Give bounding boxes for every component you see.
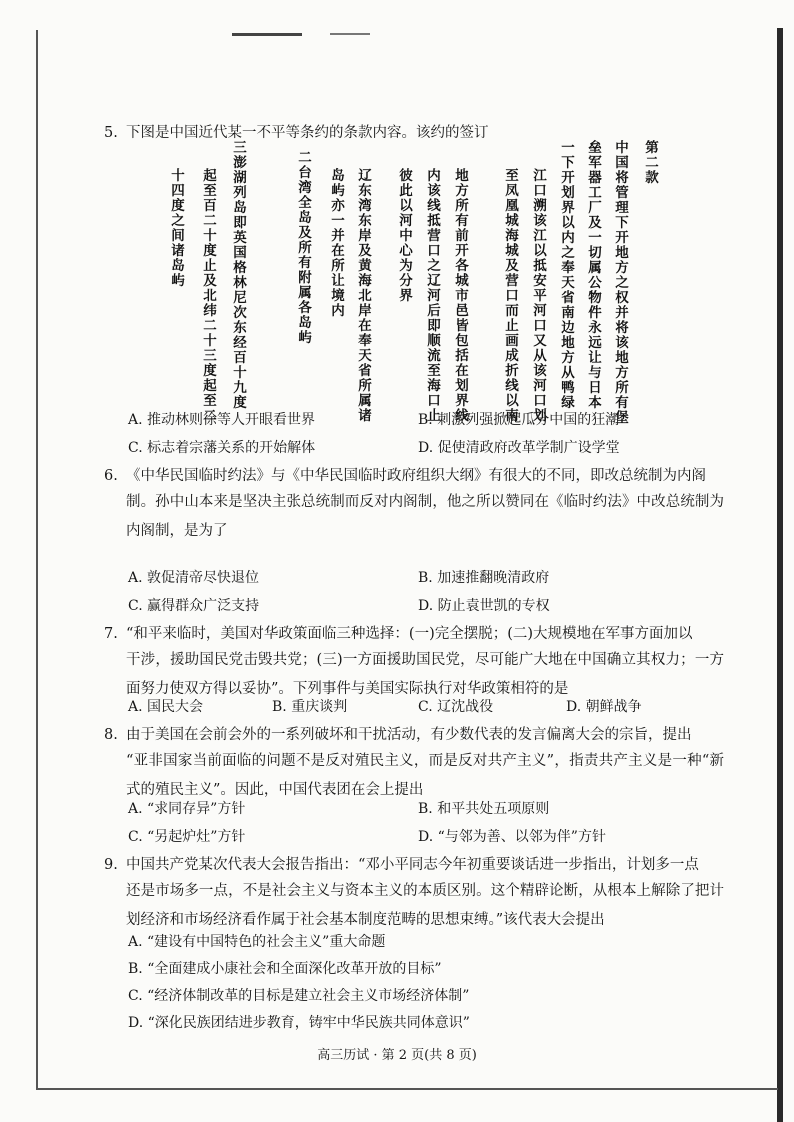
- option-b[interactable]: B. 和平共处五项原则: [418, 801, 550, 817]
- question-7-stem-cont: 干涉，援助国民党击毁共党；(三)一方面援助国民党，尽可能广大地在中国确立其权力；一方面努力使双方得以妥协”。下列事件与美国实际执行对华政策相符的是: [126, 652, 724, 697]
- question-number: 9.: [104, 857, 118, 873]
- option-c[interactable]: C. 辽沈战役: [418, 699, 494, 715]
- option-a[interactable]: A. 敦促清帝尽快退位: [128, 570, 260, 586]
- question-8-stem: [104, 726, 692, 744]
- option-b[interactable]: B. 刺激列强掀起瓜分中国的狂潮: [418, 412, 620, 428]
- question-8-stem-cont: “亚非国家当前面临的问题不是反对殖民主义，而是反对共产主义”，指责共产主义是一种“新式的殖民主义”。因此，中国代表团在会上提出: [126, 753, 724, 798]
- option-b[interactable]: B. 重庆谈判: [272, 699, 348, 715]
- question-text: 由于美国在会前会外的一系列破坏和干扰活动，有少数代表的发言偏离大会的宗旨，提出: [126, 727, 692, 743]
- option-b[interactable]: B. “全面建成小康社会和全面深化改革开放的目标”: [128, 961, 442, 977]
- treaty-column: 江口溯该江以抵安平河口又从该河口划: [530, 168, 546, 423]
- option-c[interactable]: C. “经济体制改革的目标是建立社会主义市场经济体制”: [128, 988, 470, 1004]
- option-c[interactable]: C. 标志着宗藩关系的开始解体: [128, 440, 316, 456]
- question-6-stem: [104, 467, 706, 485]
- option-a[interactable]: A. “建设有中国特色的社会主义”重大命题: [128, 934, 386, 950]
- option-d[interactable]: D. “深化民族团结进步教育，铸牢中华民族共同体意识”: [128, 1015, 470, 1031]
- question-number: 8.: [104, 727, 118, 743]
- treaty-column: 彼此以河中心为分界: [396, 168, 412, 303]
- scan-edge-left: [36, 30, 38, 1088]
- question-7-stem: [104, 625, 693, 643]
- option-c[interactable]: C. 赢得群众广泛支持: [128, 598, 260, 614]
- treaty-column: 岛屿亦一并在所让境内: [328, 168, 344, 318]
- question-text: 下图是中国近代某一不平等条约的条款内容。该约的签订: [126, 125, 489, 141]
- treaty-column: 至凤凰城海城及营口而止画成折线以南: [502, 168, 518, 423]
- treaty-column: 三澎湖列岛即英国格林尼次东经百十九度: [230, 140, 246, 410]
- option-d[interactable]: D. “与邻为善、以邻为伴”方针: [418, 829, 606, 845]
- option-c[interactable]: C. “另起炉灶”方针: [128, 829, 246, 845]
- treaty-column: 中国将管理下开地方之权并将该地方所有堡: [612, 140, 628, 425]
- question-9-stem-cont: 还是市场多一点，不是社会主义与资本主义的本质区别。这个精辟论断，从根本上解除了把计划经济和市场经济看作属于社会基本制度范畴的思想束缚。”该代表大会提出: [126, 883, 724, 928]
- treaty-column: 地方所有前开各城市邑皆包括在划界线: [452, 168, 468, 423]
- scan-edge-right: [777, 28, 783, 1122]
- option-d[interactable]: D. 防止袁世凯的专权: [418, 598, 550, 614]
- scan-edge-top-mark: [330, 33, 370, 35]
- question-number: 5.: [104, 125, 118, 141]
- treaty-column: 第二款: [642, 140, 658, 185]
- treaty-column: 起至百二十度止及北纬二十三度起至二: [200, 168, 216, 423]
- scan-edge-top: [232, 33, 302, 36]
- question-number: 6.: [104, 468, 118, 484]
- option-d[interactable]: D. 促使清政府改革学制广设学堂: [418, 440, 620, 456]
- question-9-stem: [104, 856, 699, 874]
- treaty-column: 二台湾全岛及所有附属各岛屿: [295, 150, 311, 345]
- treaty-column: 十四度之间诸岛屿: [168, 168, 184, 288]
- question-text: 《中华民国临时约法》与《中华民国临时政府组织大纲》有很大的不同，即改总统制为内阁: [126, 468, 706, 484]
- question-text: “和平来临时，美国对华政策面临三种选择：(一)完全摆脱；(二)大规模地在军事方面加以: [126, 626, 693, 642]
- question-text: 中国共产党某次代表大会报告指出：“邓小平同志今年初重要谈话进一步指出，计划多一点: [126, 857, 699, 873]
- question-6-stem-cont: 制。孙中山本来是坚决主张总统制而反对内阁制，他之所以赞同在《临时约法》中改总统制为内阁制，是为了: [126, 494, 724, 539]
- treaty-column: 垒军器工厂及一切属公物件永远让与日本: [585, 140, 601, 410]
- question-number: 7.: [104, 626, 118, 642]
- treaty-column: 辽东湾东岸及黄海北岸在奉天省所属诸: [355, 168, 371, 423]
- option-a[interactable]: A. 推动林则徐等人开眼看世界: [128, 412, 316, 428]
- option-b[interactable]: B. 加速推翻晚清政府: [418, 570, 550, 586]
- scan-edge-bottom: [36, 1088, 778, 1090]
- option-a[interactable]: A. “求同存异”方针: [128, 801, 246, 817]
- treaty-column: 内该线抵营口之辽河后即顺流至海口止: [424, 168, 440, 423]
- option-a[interactable]: A. 国民大会: [128, 699, 204, 715]
- option-d[interactable]: D. 朝鲜战争: [566, 699, 642, 715]
- page-footer: 高三历试 · 第 2 页(共 8 页): [317, 1048, 477, 1063]
- treaty-column: 一下开划界以内之奉天省南边地方从鸭绿: [558, 140, 574, 410]
